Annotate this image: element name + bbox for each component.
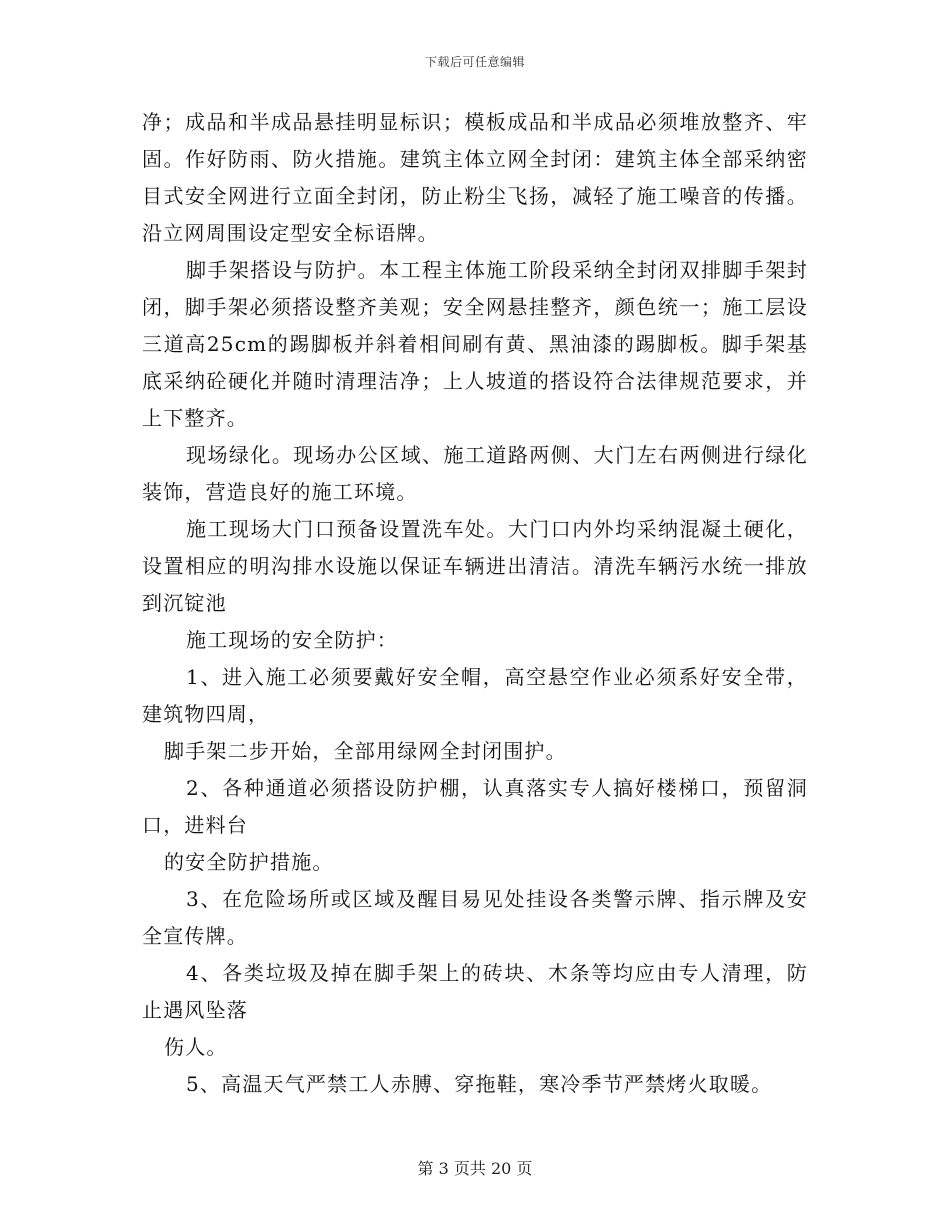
page-footer: 第 3 页共 20 页: [417, 1159, 533, 1178]
document-body: [142, 104, 808, 1103]
list-item-4: 4、各类垃圾及掉在脚手架上的砖块、木条等均应由专人清理，防止遇风坠落: [142, 961, 808, 1022]
section-heading-safety: 施工现场的安全防护：: [186, 628, 398, 652]
list-item-3: 3、在危险场所或区域及醒目易见处挂设各类警示牌、指示牌及安全宣传牌。: [142, 887, 808, 948]
page-header: 下载后可任意编辑: [424, 55, 525, 69]
paragraph-scaffolding: 脚手架搭设与防护。本工程主体施工阶段采纳全封闭双排脚手架封闭，脚手架必须搭设整齐美观；安全网悬挂整齐，颜色统一；施工层设三道高25cm的踢脚板并斜着相间刷有黄、黑油漆的踢脚板。脚手架基底采纳砼硬化并随时清理洁净；上人坡道的搭设符合法律规范要求，并上下整齐。: [142, 258, 808, 430]
list-item-5: 5、高温天气严禁工人赤膊、穿拖鞋，寒冷季节严禁烤火取暖。: [186, 1072, 773, 1096]
list-item-1-continuation: 脚手架二步开始，全部用绿网全封闭围护。: [164, 739, 567, 763]
list-item-4-continuation: 伤人。: [164, 1035, 228, 1059]
list-item-2-continuation: 的安全防护措施。: [164, 850, 334, 874]
paragraph-greening: 现场绿化。现场办公区域、施工道路两侧、大门左右两侧进行绿化装饰，营造良好的施工环境。: [142, 443, 808, 504]
paragraph-site-management: 净；成品和半成品悬挂明显标识；模板成品和半成品必须堆放整齐、牢固。作好防雨、防火措施。建筑主体立网全封闭：建筑主体全部采纳密目式安全网进行立面全封闭，防止粉尘飞扬，减轻了施工噪音的传播。沿立网周围设定型安全标语牌。: [142, 110, 808, 245]
paragraph-car-wash: 施工现场大门口预备设置洗车处。大门口内外均采纳混凝土硬化，设置相应的明沟排水设施以保证车辆进出清洁。清洗车辆污水统一排放到沉锭池: [142, 517, 808, 615]
list-item-1: 1、进入施工必须要戴好安全帽，高空悬空作业必须系好安全带，建筑物四周，: [142, 665, 808, 726]
list-item-2: 2、各种通道必须搭设防护棚，认真落实专人搞好楼梯口，预留洞口，进料台: [142, 776, 808, 837]
